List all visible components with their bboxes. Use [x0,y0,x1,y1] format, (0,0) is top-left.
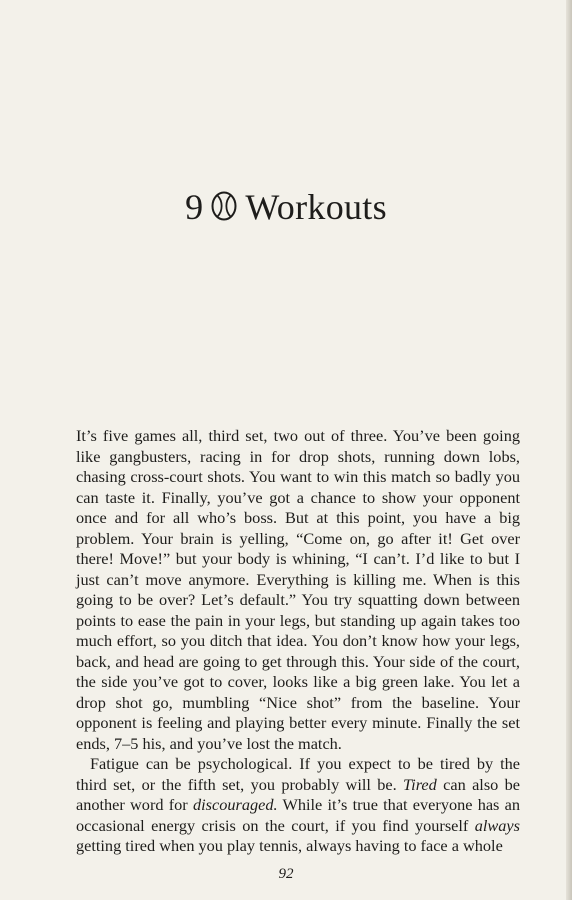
chapter-heading [0,183,572,233]
paragraph-2-part-2: can also be another word for [76,774,521,814]
page-number: 92 [278,866,294,882]
body-text [76,426,520,857]
paragraph-2-part-1: Fatigue can be psychological. If you expect to be tired by the third set, or the fifth set, you probably will be. [76,754,520,794]
paragraph-2-emphasis-tired: Tired [403,774,437,794]
chapter-title-text: Workouts [245,187,387,227]
tennis-ball-icon [211,185,237,233]
paragraph-2-part-4: getting tired when you play tennis, always having to face a whole [76,836,503,855]
paragraph-2-part-3: While it’s true that everyone has an occasional energy crisis on the court, if you find yourself [76,795,520,835]
chapter-number: 9 [185,187,204,227]
paragraph-2-emphasis-always: always [474,815,520,835]
paragraph-2-emphasis-discouraged: discouraged. [192,795,278,814]
page-edge [566,0,572,900]
paragraph-2 [76,754,520,857]
paragraph-1: It’s five games all, third set, two out of three. You’ve been going like gangbusters, racing in for drop shots, running down lobs, chasing cross-court shots. You want to win this match so badly you can taste it. Finally, you’ve got a chance to show your opponent once and for all who’s boss. But at this point, you have a big problem. Your brain is yelling, “Come on, go after it! Get over there! Move!” but your body is whining, “I can’t. I’d like to but I just can’t move anymore. Everything is killing me. When is this going to be over? Let’s default.” You try squatting down between points to ease the pain in your legs, but standing up again takes too much effort, so you ditch that idea. You don’t know how your legs, back, and head are going to get through this. Your side of the court, the side you’ve got to cover, looks like a big green lake. You let a drop shot go, mumbling “Nice shot” from the baseline. Your opponent is feeling and playing better every minute. Finally the set ends, 7–5 his, and you’ve lost the match. [76,426,520,753]
